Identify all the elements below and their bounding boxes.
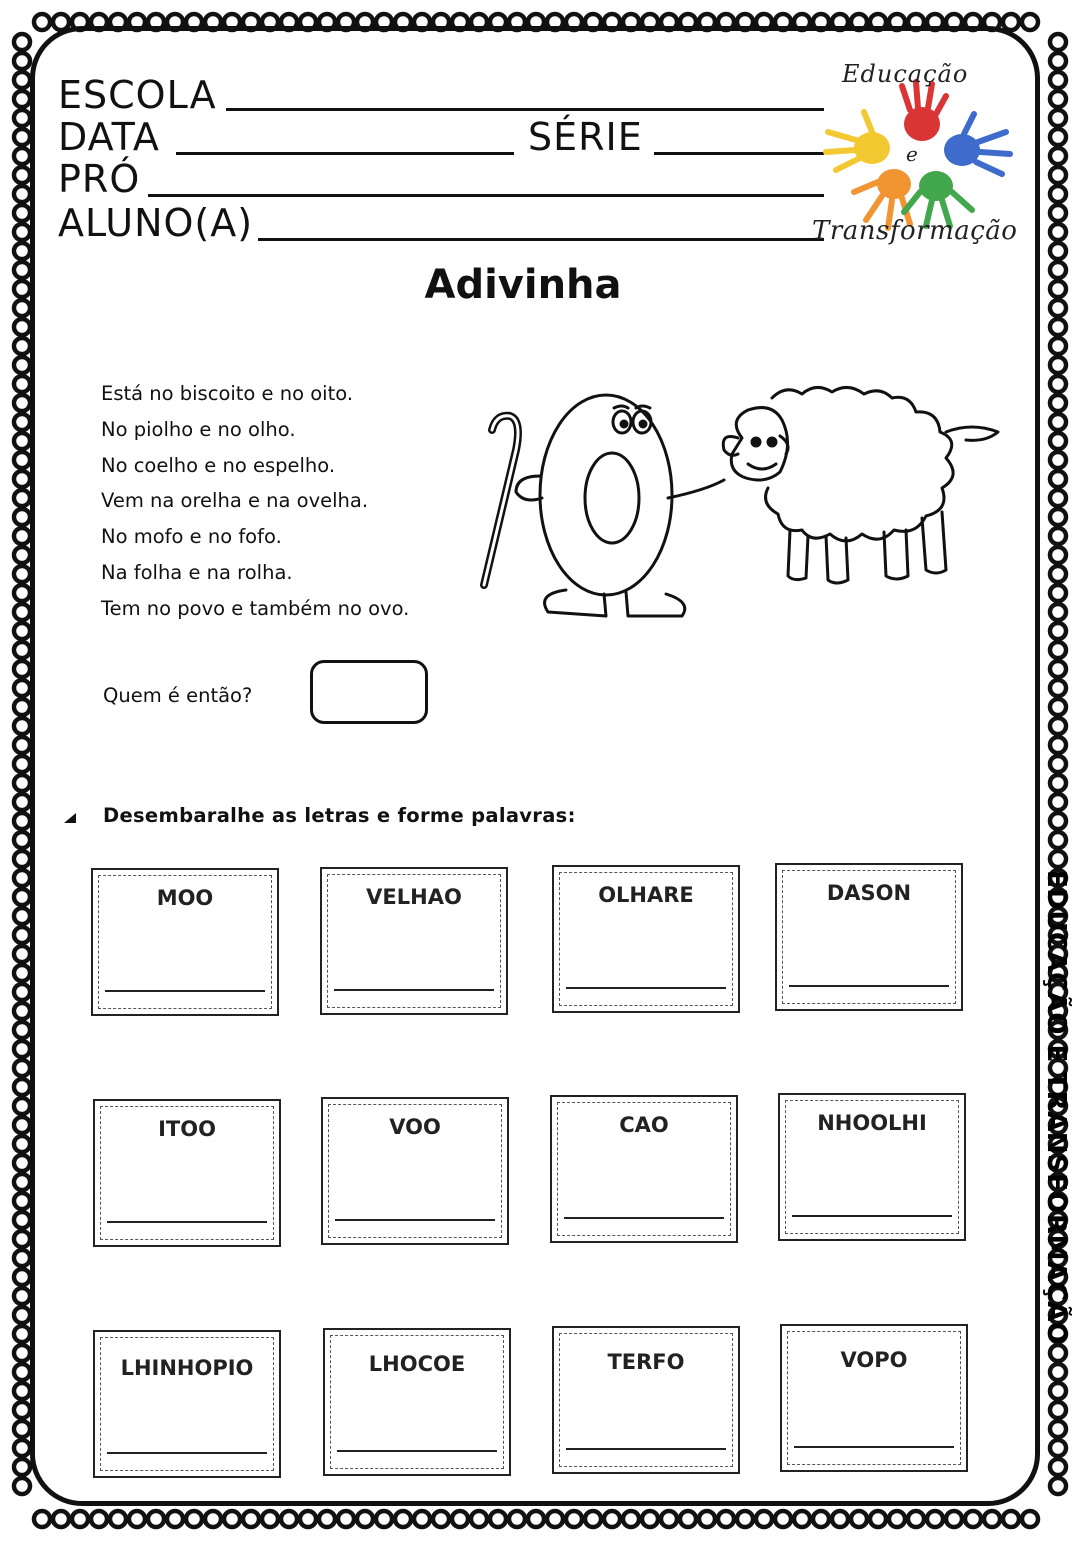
scallop-loop — [14, 623, 30, 639]
scallop-loop — [14, 585, 30, 601]
grade-input-line[interactable] — [654, 152, 824, 155]
scallop-loop — [14, 433, 30, 449]
poem-line: Na folha e na rolha. — [101, 560, 293, 584]
scallop-loop — [1050, 414, 1066, 430]
word-card — [91, 868, 279, 1016]
word-card — [552, 865, 740, 1013]
scallop-loop — [414, 1511, 430, 1527]
scallop-loop — [756, 1511, 772, 1527]
word-card — [93, 1099, 281, 1247]
school-label: ESCOLA — [58, 73, 217, 117]
scallop-loop — [680, 1511, 696, 1527]
scallop-loop — [14, 53, 30, 69]
side-watermark-text: EDUCAÇÃO E TRANSFORMAÇÃO — [1041, 870, 1071, 1345]
scallop-loop — [14, 224, 30, 240]
logo-bottom-text: Transformação — [812, 216, 1018, 246]
scallop-loop — [471, 1511, 487, 1527]
scallop-loop — [338, 1511, 354, 1527]
scallop-loop — [14, 1212, 30, 1228]
scallop-loop — [14, 946, 30, 962]
scallop-loop — [14, 243, 30, 259]
scallop-loop — [1050, 129, 1066, 145]
scallop-loop — [1050, 167, 1066, 183]
scallop-loop — [14, 1098, 30, 1114]
scallop-loop — [14, 1326, 30, 1342]
scallop-loop — [1050, 661, 1066, 677]
scallop-loop — [14, 718, 30, 734]
scallop-loop — [566, 1511, 582, 1527]
scallop-loop — [14, 1155, 30, 1171]
scallop-loop — [243, 1511, 259, 1527]
scallop-loop — [851, 1511, 867, 1527]
scallop-loop — [1050, 490, 1066, 506]
scallop-loop — [1050, 281, 1066, 297]
teacher-input-line[interactable] — [148, 194, 824, 197]
scallop-loop — [1050, 756, 1066, 772]
scallop-loop — [1050, 205, 1066, 221]
scallop-loop — [34, 1511, 50, 1527]
scallop-loop — [14, 186, 30, 202]
scallop-loop — [699, 1511, 715, 1527]
scallop-loop — [14, 1402, 30, 1418]
scallop-loop — [14, 661, 30, 677]
scallop-loop — [376, 1511, 392, 1527]
scallop-loop — [661, 1511, 677, 1527]
scallop-loop — [14, 642, 30, 658]
scallop-loop — [34, 14, 50, 30]
scallop-loop — [1050, 91, 1066, 107]
scallop-loop — [946, 1511, 962, 1527]
answer-line[interactable] — [564, 1217, 724, 1219]
scallop-loop — [927, 1511, 943, 1527]
answer-line[interactable] — [792, 1215, 952, 1217]
scallop-loop — [14, 528, 30, 544]
scallop-loop — [14, 1079, 30, 1095]
scallop-loop — [1050, 110, 1066, 126]
scallop-loop — [14, 756, 30, 772]
scallop-loop — [604, 1511, 620, 1527]
scallop-loop — [14, 851, 30, 867]
answer-line[interactable] — [107, 1221, 267, 1223]
scallop-loop — [1050, 1402, 1066, 1418]
scallop-loop — [452, 1511, 468, 1527]
scallop-loop — [1050, 357, 1066, 373]
scallop-loop — [1050, 452, 1066, 468]
scallop-loop — [91, 1511, 107, 1527]
scallop-loop — [1050, 395, 1066, 411]
scrambled-word: TERFO — [607, 1350, 685, 1374]
answer-line[interactable] — [334, 989, 494, 991]
scallop-loop — [14, 1060, 30, 1076]
scallop-loop — [14, 319, 30, 335]
scallop-loop — [14, 984, 30, 1000]
scallop-loop — [490, 1511, 506, 1527]
scallop-loop — [1050, 1345, 1066, 1361]
logo-middle-text: e — [906, 142, 918, 166]
scallop-loop — [357, 1511, 373, 1527]
scallop-loop — [110, 1511, 126, 1527]
scallop-loop — [1050, 319, 1066, 335]
scallop-loop — [14, 1345, 30, 1361]
poem-line: Vem na orelha e na ovelha. — [101, 489, 369, 513]
scallop-loop — [14, 338, 30, 354]
scallop-loop — [1050, 243, 1066, 259]
scallop-loop — [14, 1364, 30, 1380]
scallop-loop — [14, 1421, 30, 1437]
scallop-loop — [1050, 699, 1066, 715]
scallop-loop — [1050, 566, 1066, 582]
scallop-loop — [262, 1511, 278, 1527]
scallop-loop — [14, 794, 30, 810]
scallop-loop — [1050, 604, 1066, 620]
scallop-loop — [14, 832, 30, 848]
scallop-loop — [623, 1511, 639, 1527]
riddle-poem — [101, 376, 409, 627]
scallop-loop — [870, 1511, 886, 1527]
scallop-loop — [1050, 775, 1066, 791]
scallop-loop — [14, 376, 30, 392]
answer-line[interactable] — [566, 987, 726, 989]
answer-line[interactable] — [107, 1452, 267, 1454]
word-card — [321, 1097, 509, 1245]
scallop-loop — [14, 72, 30, 88]
scallop-loop — [72, 1511, 88, 1527]
answer-line[interactable] — [337, 1450, 497, 1452]
scallop-loop — [547, 1511, 563, 1527]
poem-line: No mofo e no fofo. — [101, 525, 282, 549]
scallop-loop — [205, 1511, 221, 1527]
scallop-loop — [1050, 376, 1066, 392]
scallop-loop — [1050, 680, 1066, 696]
scallop-loop — [1022, 14, 1038, 30]
scallop-loop — [1022, 1511, 1038, 1527]
scallop-loop — [14, 1174, 30, 1190]
scrambled-word: ITOO — [158, 1117, 216, 1141]
scallop-loop — [14, 1478, 30, 1494]
scallop-loop — [1050, 471, 1066, 487]
scallop-loop — [14, 813, 30, 829]
scrambled-word: DASON — [826, 881, 912, 905]
scallop-loop — [1050, 851, 1066, 867]
word-card — [320, 867, 508, 1015]
scallop-loop — [965, 1511, 981, 1527]
scrambled-word: LHOCOE — [368, 1352, 466, 1376]
scallop-loop — [14, 1136, 30, 1152]
answer-line[interactable] — [794, 1446, 954, 1448]
unscramble-instruction: Desembaralhe as letras e forme palavras: — [103, 804, 576, 827]
scallop-loop — [1050, 53, 1066, 69]
answer-line[interactable] — [789, 985, 949, 987]
scallop-loop — [1050, 718, 1066, 734]
scallop-loop — [14, 1022, 30, 1038]
scallop-loop — [14, 699, 30, 715]
scallop-loop — [224, 1511, 240, 1527]
scrambled-word: CAO — [619, 1113, 669, 1137]
logo-top-text: Educação — [842, 60, 969, 88]
scallop-loop — [737, 1511, 753, 1527]
scallop-loop — [14, 908, 30, 924]
scallop-loop — [53, 1511, 69, 1527]
scrambled-word: VELHAO — [366, 885, 462, 909]
scallop-loop — [1050, 1383, 1066, 1399]
scallop-loop — [14, 148, 30, 164]
riddle-question: Quem é então? — [103, 684, 253, 707]
scallop-loop — [1003, 1511, 1019, 1527]
scrambled-word: OLHARE — [598, 883, 694, 907]
scallop-loop — [1050, 1421, 1066, 1437]
scallop-loop — [14, 566, 30, 582]
scallop-loop — [1050, 623, 1066, 639]
scallop-loop — [528, 1511, 544, 1527]
scallop-loop — [14, 1307, 30, 1323]
scallop-loop — [585, 1511, 601, 1527]
scallop-loop — [14, 34, 30, 50]
scallop-loop — [1050, 528, 1066, 544]
scallop-loop — [1003, 14, 1019, 30]
date-label: DATA — [58, 115, 160, 159]
date-input-line[interactable] — [176, 152, 514, 155]
scallop-loop — [14, 110, 30, 126]
word-card — [775, 863, 963, 1011]
green-hand — [919, 171, 953, 201]
scallop-loop — [1050, 72, 1066, 88]
scallop-loop — [775, 1511, 791, 1527]
scallop-loop — [1050, 1478, 1066, 1494]
scallop-loop — [148, 1511, 164, 1527]
scallop-loop — [1050, 433, 1066, 449]
scallop-loop — [300, 1511, 316, 1527]
answer-line[interactable] — [335, 1219, 495, 1221]
word-card — [780, 1324, 968, 1472]
scallop-loop — [14, 471, 30, 487]
word-card — [323, 1328, 511, 1476]
scallop-loop — [319, 1511, 335, 1527]
scallop-loop — [14, 604, 30, 620]
scallop-loop — [14, 775, 30, 791]
scallop-loop — [1050, 794, 1066, 810]
scallop-loop — [1050, 262, 1066, 278]
scallop-loop — [395, 1511, 411, 1527]
student-input-line[interactable] — [258, 238, 824, 241]
scallop-loop — [14, 452, 30, 468]
scallop-loop — [14, 509, 30, 525]
poem-line: No coelho e no espelho. — [101, 453, 336, 477]
scallop-loop — [14, 205, 30, 221]
letter-o-and-sheep-illustration — [476, 380, 1006, 630]
scallop-loop — [1050, 338, 1066, 354]
scallop-loop — [14, 870, 30, 886]
scallop-loop — [1050, 224, 1066, 240]
scallop-loop — [1050, 832, 1066, 848]
scallop-loop — [1050, 642, 1066, 658]
teacher-label: PRÓ — [58, 157, 141, 201]
scallop-loop — [794, 1511, 810, 1527]
scallop-loop — [832, 1511, 848, 1527]
word-card — [550, 1095, 738, 1243]
scallop-loop — [1050, 585, 1066, 601]
word-card — [778, 1093, 966, 1241]
scallop-loop — [14, 1440, 30, 1456]
scallop-loop — [1050, 813, 1066, 829]
scallop-loop — [186, 1511, 202, 1527]
school-input-line[interactable] — [226, 108, 824, 111]
scallop-loop — [1050, 34, 1066, 50]
scallop-loop — [889, 1511, 905, 1527]
answer-line[interactable] — [566, 1448, 726, 1450]
scallop-loop — [1050, 300, 1066, 316]
scallop-loop — [14, 1117, 30, 1133]
scallop-loop — [1050, 186, 1066, 202]
scallop-loop — [1050, 509, 1066, 525]
poem-line: Está no biscoito e no oito. — [101, 382, 354, 405]
scallop-loop — [14, 1193, 30, 1209]
scrambled-word: VOO — [389, 1115, 441, 1139]
scallop-loop — [1050, 1364, 1066, 1380]
scallop-loop — [642, 1511, 658, 1527]
scallop-loop — [14, 129, 30, 145]
scallop-loop — [14, 547, 30, 563]
scallop-loop — [281, 1511, 297, 1527]
scrambled-word: NHOOLHI — [817, 1111, 927, 1135]
scallop-loop — [1050, 737, 1066, 753]
riddle-answer-box[interactable] — [310, 660, 428, 724]
scallop-loop — [14, 91, 30, 107]
scallop-loop — [718, 1511, 734, 1527]
student-label: ALUNO(A) — [58, 201, 254, 245]
scallop-loop — [14, 1459, 30, 1475]
poem-line: No piolho e no olho. — [101, 417, 296, 441]
page-title: Adivinha — [424, 262, 622, 308]
answer-line[interactable] — [105, 990, 265, 992]
scallop-loop — [813, 1511, 829, 1527]
word-card — [93, 1330, 281, 1478]
scallop-loop — [14, 927, 30, 943]
scallop-loop — [14, 680, 30, 696]
scallop-loop — [14, 395, 30, 411]
scallop-loop — [14, 737, 30, 753]
scrambled-word: MOO — [156, 886, 214, 910]
scallop-loop — [14, 889, 30, 905]
scallop-loop — [14, 490, 30, 506]
scallop-loop — [167, 1511, 183, 1527]
scallop-loop — [14, 414, 30, 430]
scallop-loop — [14, 1383, 30, 1399]
scallop-loop — [1050, 547, 1066, 563]
scallop-loop — [984, 1511, 1000, 1527]
scallop-loop — [1050, 1440, 1066, 1456]
scallop-loop — [908, 1511, 924, 1527]
scallop-loop — [129, 1511, 145, 1527]
scallop-loop — [14, 1250, 30, 1266]
scallop-loop — [14, 1041, 30, 1057]
grade-label: SÉRIE — [528, 115, 643, 159]
scrambled-word: VOPO — [840, 1348, 908, 1372]
bullet-triangle-icon — [64, 813, 76, 823]
scallop-loop — [1050, 1459, 1066, 1475]
scallop-loop — [14, 1231, 30, 1247]
poem-line: Tem no povo e também no ovo. — [101, 596, 410, 620]
scallop-loop — [14, 1288, 30, 1304]
scallop-loop — [14, 357, 30, 373]
scallop-loop — [14, 1003, 30, 1019]
scallop-loop — [1050, 148, 1066, 164]
scrambled-word: LHINHOPIO — [120, 1356, 254, 1380]
word-card — [552, 1326, 740, 1474]
scallop-loop — [509, 1511, 525, 1527]
scallop-loop — [14, 167, 30, 183]
scallop-loop — [14, 965, 30, 981]
scallop-loop — [14, 1269, 30, 1285]
scallop-loop — [433, 1511, 449, 1527]
